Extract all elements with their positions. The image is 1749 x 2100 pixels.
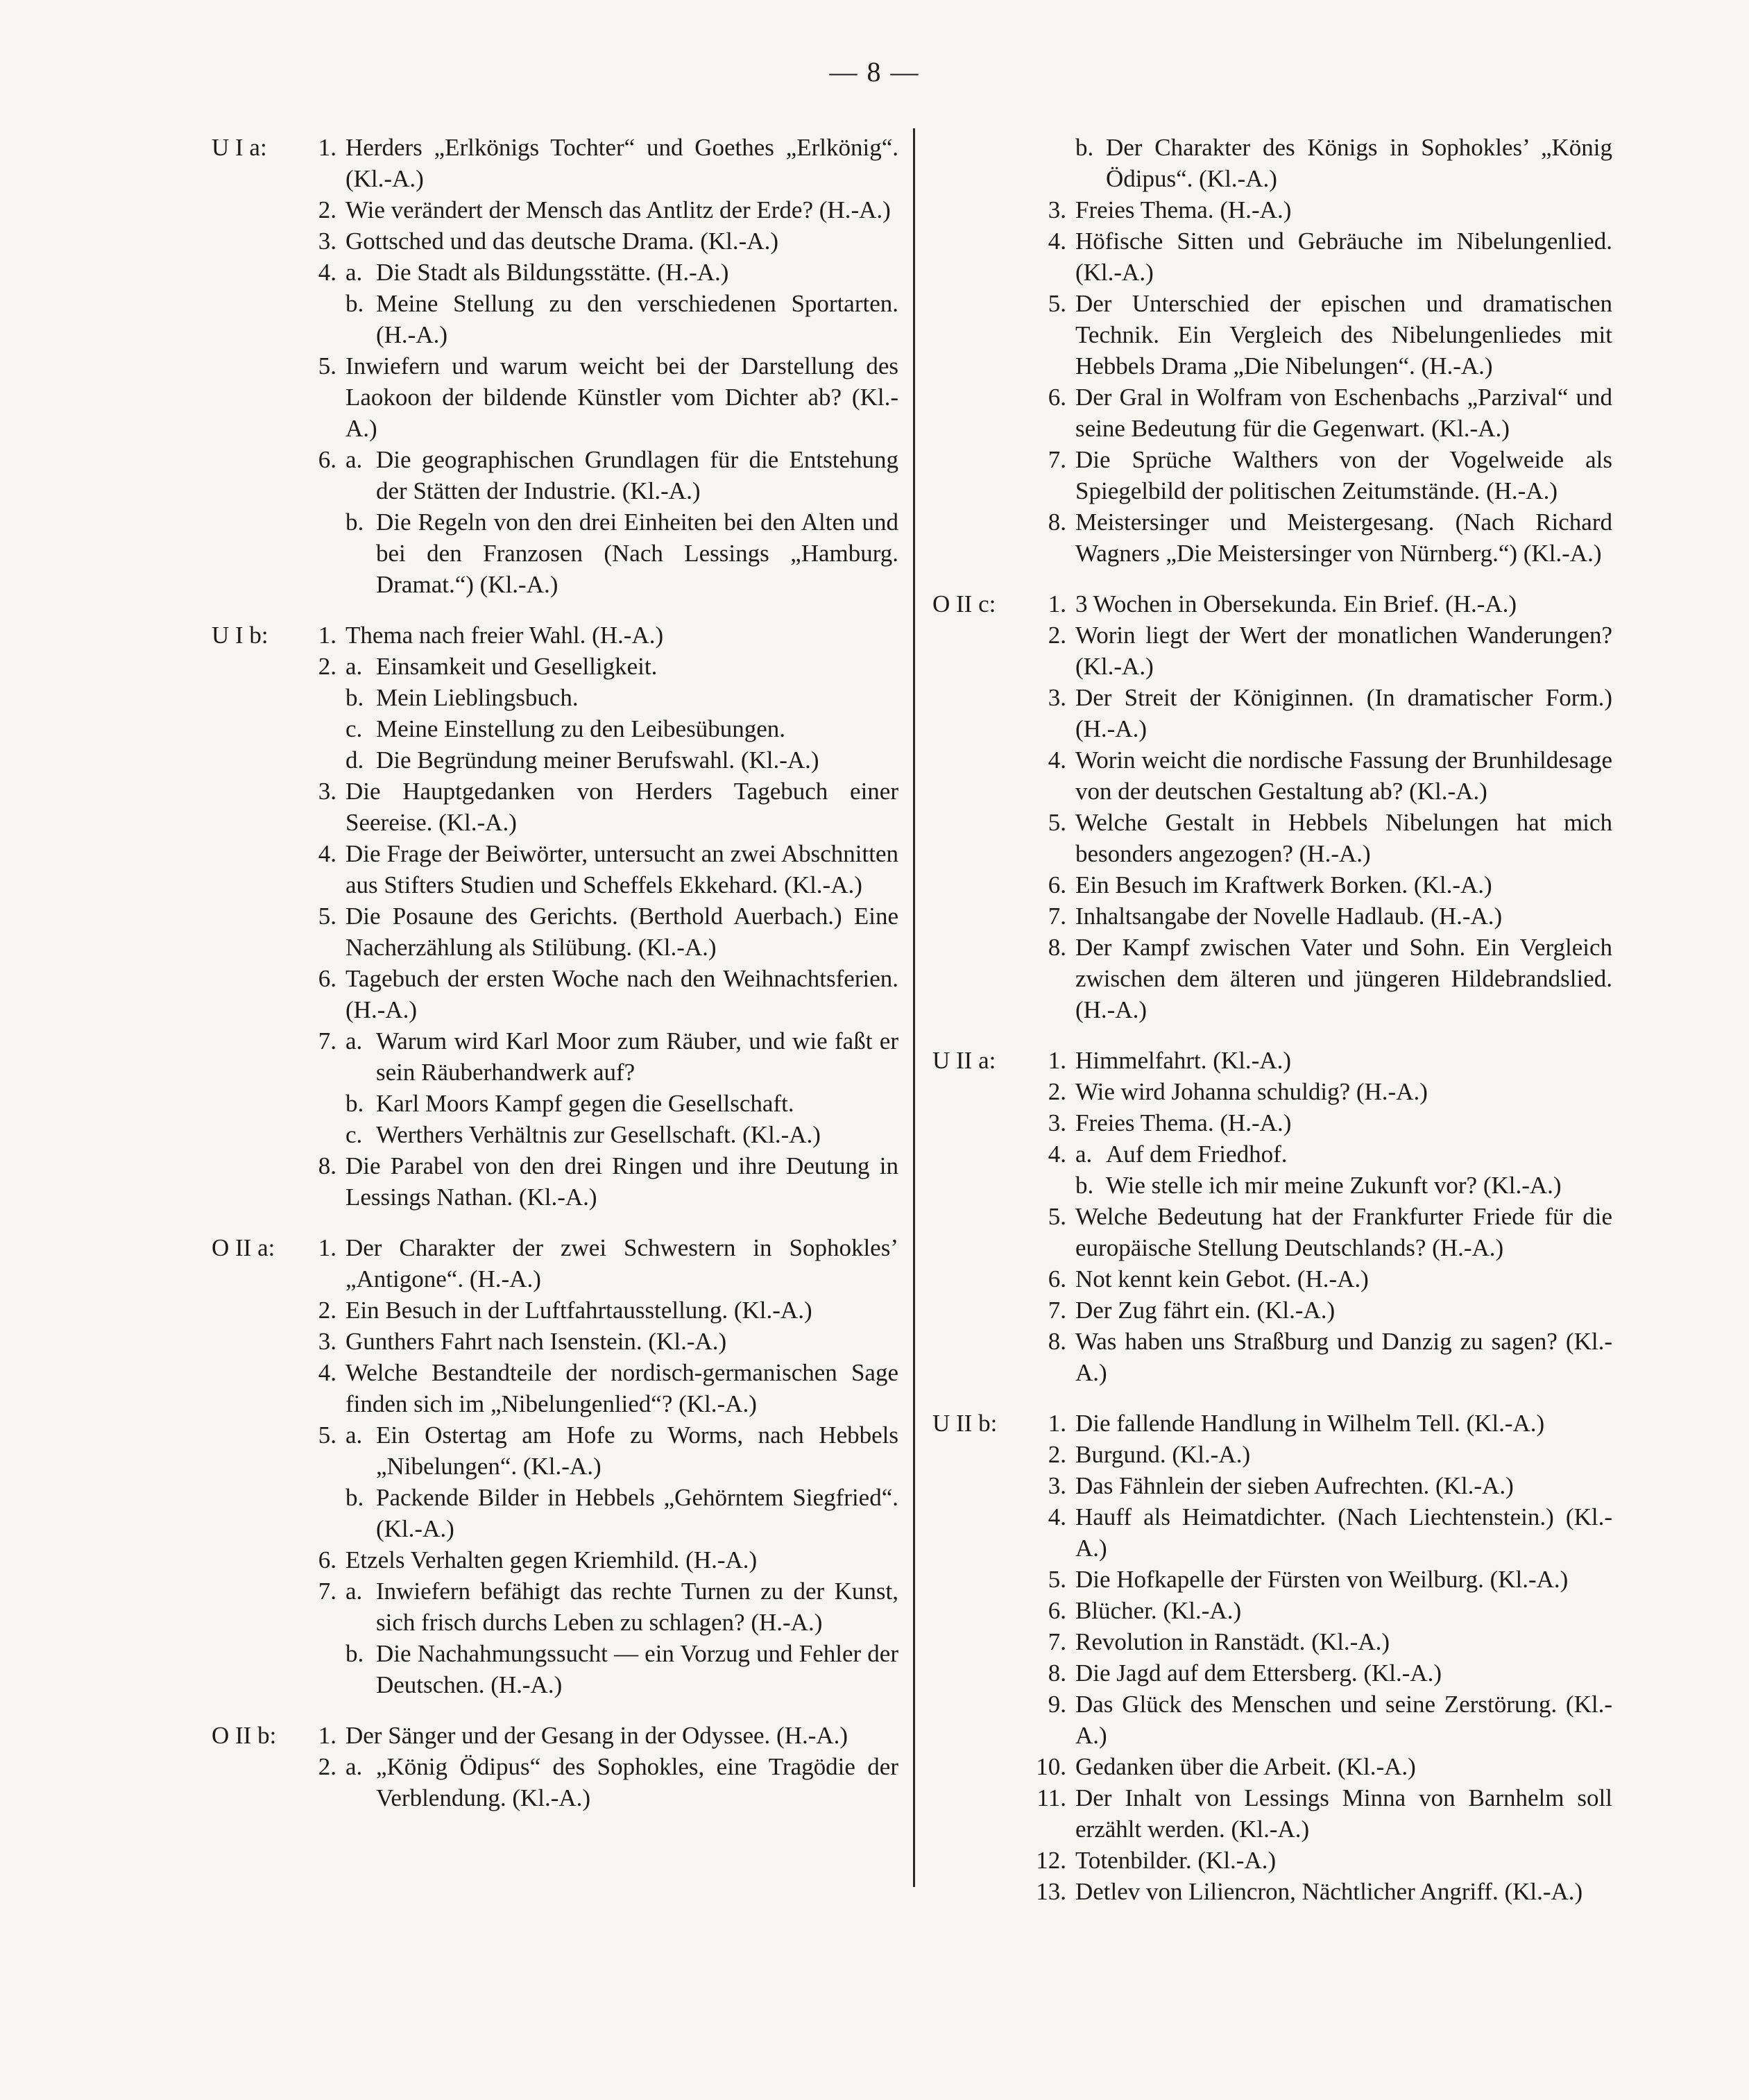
subtopic <box>305 651 898 682</box>
topic-text: Der Kampf zwischen Vater und Sohn. Ein Vergleich zwischen dem älteren und jüngeren Hildebrandslied. (H.-A.) <box>1075 934 1612 1023</box>
topic-item <box>1035 1626 1612 1657</box>
subtopic-text: Packende Bilder in Hebbels „Gehörntem Siegfried“. (Kl.-A.) <box>376 1484 898 1542</box>
topic-number: 8. <box>318 1152 336 1179</box>
topic-text: Ein Besuch in der Luftfahrtausstellung. (Kl.-A.) <box>345 1297 812 1324</box>
topic-number: 8. <box>1048 934 1066 961</box>
subtopic-text: Die geographischen Grundlagen für die Entstehung der Stätten der Industrie. (Kl.-A.) <box>376 446 898 504</box>
topic-item <box>305 1751 898 1813</box>
topic-item <box>1035 1751 1612 1782</box>
subtopic <box>1035 1138 1612 1170</box>
subtopic-label: b. <box>1075 134 1094 161</box>
class-label: U II b: <box>932 1410 998 1437</box>
topic-text: Die fallende Handlung in Wilhelm Tell. (Kl.-A.) <box>1075 1410 1545 1437</box>
topic-number: 5. <box>318 903 336 930</box>
topic-item <box>1035 1076 1612 1107</box>
subtopic <box>305 1419 898 1482</box>
topic-number: 1. <box>318 1722 336 1749</box>
topic-number: 2. <box>318 653 336 680</box>
topic-text: Gottsched und das deutsche Drama. (Kl.-A.) <box>345 228 778 255</box>
topic-text: Die Frage der Beiwörter, untersucht an zwei Abschnitten aus Stifters Studien und Scheffels Ekkehard. (Kl.-A.) <box>345 840 898 898</box>
topic-text: Der Charakter der zwei Schwestern in Sophokles’ „Antigone“. (H.-A.) <box>345 1234 898 1292</box>
topic-text: Gedanken über die Arbeit. (Kl.-A.) <box>1075 1753 1416 1780</box>
topic-text: Wie wird Johanna schuldig? (H.-A.) <box>1075 1078 1428 1105</box>
page-number: — 8 — <box>829 56 920 87</box>
topic-text: Freies Thema. (H.-A.) <box>1075 1109 1292 1136</box>
topic-item <box>305 194 898 225</box>
topic-number: 5. <box>318 1422 336 1449</box>
topic-number: 2. <box>1048 622 1066 649</box>
topic-item <box>305 132 898 194</box>
topic-number: 7. <box>318 1578 336 1605</box>
class-section <box>932 1408 1612 1907</box>
topic-number: 2. <box>318 1753 336 1780</box>
topic-text: Himmelfahrt. (Kl.-A.) <box>1075 1047 1292 1074</box>
subtopic-label: d. <box>345 746 364 774</box>
topic-text: Die Parabel von den drei Ringen und ihre Deutung in Lessings Nathan. (Kl.-A.) <box>345 1152 898 1211</box>
topic-item <box>305 776 898 838</box>
topic-number: 3. <box>1048 196 1066 223</box>
topic-text: Gunthers Fahrt nach Isenstein. (Kl.-A.) <box>345 1328 727 1355</box>
topic-item <box>305 620 898 651</box>
subtopic <box>305 1119 898 1150</box>
topic-number: 10. <box>1036 1753 1066 1780</box>
topic-list <box>932 588 1612 1025</box>
topic-number: 3. <box>1048 1109 1066 1136</box>
topic-text: Welche Gestalt in Hebbels Nibelungen hat mich besonders angezogen? (H.-A.) <box>1075 809 1612 867</box>
topic-number: 1. <box>1048 1047 1066 1074</box>
class-section <box>932 588 1612 1025</box>
topic-item <box>1035 807 1612 869</box>
class-section <box>932 1045 1612 1388</box>
topic-number: 7. <box>1048 1297 1066 1324</box>
topic-number: 6. <box>318 446 336 473</box>
subtopic-label: c. <box>345 715 363 742</box>
topic-item <box>1035 382 1612 444</box>
topic-text: Die Hauptgedanken von Herders Tagebuch einer Seereise. (Kl.-A.) <box>345 778 898 836</box>
subtopic-text: Mein Lieblingsbuch. <box>376 684 579 711</box>
subtopic-label: b. <box>345 509 364 536</box>
topic-number: 8. <box>1048 1659 1066 1687</box>
subtopic-label: c. <box>345 1121 363 1148</box>
subtopic-text: „König Ödipus“ des Sophokles, eine Tragödie der Verblendung. (Kl.-A.) <box>376 1753 898 1811</box>
topic-number: 2. <box>318 1297 336 1324</box>
subtopic <box>305 744 898 776</box>
topic-text: Worin weicht die nordische Fassung der Brunhildesage von der deutschen Gestaltung ab? (Kl.-A.) <box>1075 746 1612 805</box>
class-section <box>212 132 898 600</box>
right-column <box>932 132 1612 1927</box>
subtopic-text: Karl Moors Kampf gegen die Gesellschaft. <box>376 1090 794 1117</box>
topic-text: Totenbilder. (Kl.-A.) <box>1075 1847 1277 1874</box>
subtopic-label: a. <box>345 1422 363 1449</box>
topic-number: 4. <box>318 840 336 867</box>
subtopic-text: Wie stelle ich mir meine Zukunft vor? (Kl.-A.) <box>1106 1172 1562 1199</box>
topic-number: 5. <box>318 352 336 379</box>
topic-text: Inhaltsangabe der Novelle Hadlaub. (H.-A.) <box>1075 903 1503 930</box>
subtopic-text: Der Charakter des Königs in Sophokles’ „König Ödipus“. (Kl.-A.) <box>1106 134 1612 192</box>
topic-item <box>1035 1439 1612 1470</box>
subtopic <box>305 1576 898 1638</box>
class-label: U I a: <box>212 134 267 161</box>
topic-text: Inwiefern und warum weicht bei der Darstellung des Laokoon der bildende Künstler vom Dichter ab? (Kl.-A.) <box>345 352 898 442</box>
subtopic-label: b. <box>1075 1172 1094 1199</box>
subtopic <box>305 1638 898 1700</box>
topic-item <box>1035 225 1612 288</box>
topic-text: Not kennt kein Gebot. (H.-A.) <box>1075 1265 1369 1292</box>
topic-item <box>1035 932 1612 1025</box>
topic-number: 4. <box>1048 228 1066 255</box>
subtopic <box>305 257 898 288</box>
topic-text: Thema nach freier Wahl. (H.-A.) <box>345 622 664 649</box>
subtopic-text: Meine Einstellung zu den Leibesübungen. <box>376 715 785 742</box>
class-section <box>932 132 1612 569</box>
subtopic <box>305 1025 898 1088</box>
topic-item <box>305 1232 898 1295</box>
topic-item <box>1035 900 1612 932</box>
topic-item <box>1035 1138 1612 1201</box>
topic-list <box>932 1408 1612 1907</box>
subtopic-label: b. <box>345 684 364 711</box>
topic-item <box>1035 1782 1612 1845</box>
subtopic <box>305 288 898 350</box>
topic-item <box>1035 682 1612 744</box>
topic-item <box>305 1720 898 1751</box>
topic-text: Der Gral in Wolfram von Eschenbachs „Parzival“ und seine Bedeutung für die Gegenwart. (Kl.-A.) <box>1075 384 1612 442</box>
topic-number: 6. <box>1048 1265 1066 1292</box>
topic-text: Der Unterschied der epischen und dramatischen Technik. Ein Vergleich des Nibelungenliedes mit Hebbels Drama „Die Nibelungen“. (H.-A.) <box>1075 290 1612 379</box>
topic-text: Höfische Sitten und Gebräuche im Nibelungenlied. (Kl.-A.) <box>1075 228 1612 286</box>
topic-text: Der Inhalt von Lessings Minna von Barnhelm soll erzählt werden. (Kl.-A.) <box>1075 1784 1612 1843</box>
topic-text: Meistersinger und Meistergesang. (Nach Richard Wagners „Die Meistersinger von Nürnberg.“) (Kl.-A.) <box>1075 509 1612 567</box>
topic-text: Hauff als Heimatdichter. (Nach Liechtenstein.) (Kl.-A.) <box>1075 1503 1612 1562</box>
topic-number: 4. <box>1048 1503 1066 1530</box>
topic-item <box>1035 1295 1612 1326</box>
topic-item <box>305 651 898 776</box>
topic-item <box>1035 1689 1612 1751</box>
topic-item <box>305 225 898 257</box>
topic-number: 1. <box>318 622 336 649</box>
class-section <box>212 1232 898 1700</box>
topic-number: 6. <box>1048 384 1066 411</box>
topic-text: Blücher. (Kl.-A.) <box>1075 1597 1242 1624</box>
class-section <box>212 620 898 1213</box>
topic-number: 1. <box>318 1234 336 1261</box>
topic-item <box>1035 1657 1612 1689</box>
topic-item <box>1035 1107 1612 1138</box>
topic-item <box>1035 744 1612 807</box>
topic-number: 4. <box>1048 1141 1066 1168</box>
topic-text: Wie verändert der Mensch das Antlitz der Erde? (H.-A.) <box>345 196 891 223</box>
topic-text: Welche Bedeutung hat der Frankfurter Friede für die europäische Stellung Deutschlands? (H.-A.) <box>1075 1203 1612 1261</box>
topic-text: Das Glück des Menschen und seine Zerstörung. (Kl.-A.) <box>1075 1691 1612 1749</box>
topic-item <box>305 838 898 900</box>
topic-number: 5. <box>1048 809 1066 836</box>
topic-text: Die Sprüche Walthers von der Vogelweide als Spiegelbild der politischen Zeitumstände. (H.-A.) <box>1075 446 1612 504</box>
topic-text: Burgund. (Kl.-A.) <box>1075 1441 1251 1468</box>
topic-item <box>1035 1408 1612 1439</box>
subtopic-text: Werthers Verhältnis zur Gesellschaft. (Kl.-A.) <box>376 1121 821 1148</box>
topic-list <box>212 1232 898 1700</box>
topic-item <box>1035 1595 1612 1626</box>
topic-item <box>1035 444 1612 506</box>
topic-number: 2. <box>1048 1078 1066 1105</box>
topic-item <box>305 444 898 600</box>
topic-item <box>1035 620 1612 682</box>
subtopic-text: Einsamkeit und Geselligkeit. <box>376 653 658 680</box>
topic-number: 4. <box>318 1359 336 1386</box>
topic-list <box>212 620 898 1213</box>
topic-item <box>1035 1326 1612 1388</box>
topic-item <box>305 1419 898 1544</box>
class-label: O II b: <box>212 1722 277 1749</box>
topic-number: 9. <box>1048 1691 1066 1718</box>
subtopic <box>1035 1170 1612 1201</box>
subtopic <box>305 713 898 744</box>
topic-item <box>1035 1845 1612 1876</box>
topic-number: 6. <box>318 965 336 992</box>
topic-number: 2. <box>1048 1441 1066 1468</box>
topic-text: 3 Wochen in Obersekunda. Ein Brief. (H.-A.) <box>1075 590 1517 617</box>
topic-number: 5. <box>1048 290 1066 317</box>
topic-text: Der Streit der Königinnen. (In dramatischer Form.) (H.-A.) <box>1075 684 1612 742</box>
class-label: O II a: <box>212 1234 275 1261</box>
topic-number: 6. <box>1048 1597 1066 1624</box>
subtopic <box>305 1482 898 1544</box>
topic-number: 3. <box>1048 684 1066 711</box>
topic-item <box>305 900 898 963</box>
topic-number: 1. <box>1048 1410 1066 1437</box>
topic-list <box>932 1045 1612 1388</box>
subtopic-label: a. <box>1075 1141 1093 1168</box>
topic-text: Der Zug fährt ein. (Kl.-A.) <box>1075 1297 1336 1324</box>
topic-item <box>305 1544 898 1576</box>
topic-item <box>305 1295 898 1326</box>
topic-item <box>1035 869 1612 900</box>
subtopic-label: a. <box>345 259 363 286</box>
class-label: O II c: <box>932 590 996 617</box>
subtopic-label: a. <box>345 1578 363 1605</box>
topic-list <box>932 132 1612 569</box>
subtopic <box>305 682 898 713</box>
class-section <box>212 1720 898 1813</box>
topic-text: Das Fähnlein der sieben Aufrechten. (Kl.-A.) <box>1075 1472 1514 1499</box>
topic-number: 3. <box>318 228 336 255</box>
topic-number: 4. <box>1048 746 1066 774</box>
subtopic <box>305 1751 898 1813</box>
subtopic-text: Warum wird Karl Moor zum Räuber, und wie faßt er sein Räuberhandwerk auf? <box>376 1027 898 1086</box>
column-divider <box>913 128 915 1887</box>
topic-item <box>1035 1501 1612 1564</box>
topic-item <box>1035 1470 1612 1501</box>
topic-text: Welche Bestandteile der nordisch-germanischen Sage finden sich im „Nibelungenlied“? (Kl.-A.) <box>345 1359 898 1417</box>
topic-item <box>1035 1045 1612 1076</box>
subtopic-text: Die Begründung meiner Berufswahl. (Kl.-A.) <box>376 746 819 774</box>
topic-text: Revolution in Ranstädt. (Kl.-A.) <box>1075 1628 1390 1655</box>
topic-number: 7. <box>1048 1628 1066 1655</box>
topic-item <box>305 1326 898 1357</box>
class-label: U I b: <box>212 622 268 649</box>
left-column <box>212 132 898 1833</box>
subtopic-text: Meine Stellung zu den verschiedenen Sportarten. (H.-A.) <box>376 290 898 348</box>
topic-item <box>305 963 898 1025</box>
topic-text: Freies Thema. (H.-A.) <box>1075 196 1292 223</box>
topic-item <box>1035 1263 1612 1295</box>
topic-number: 2. <box>318 196 336 223</box>
topic-number: 6. <box>318 1546 336 1573</box>
topic-text: Etzels Verhalten gegen Kriemhild. (H.-A.) <box>345 1546 758 1573</box>
topic-item <box>1035 194 1612 225</box>
topic-number: 3. <box>318 778 336 805</box>
subtopic-text: Die Stadt als Bildungsstätte. (H.-A.) <box>376 259 729 286</box>
topic-text: Der Sänger und der Gesang in der Odyssee. (H.-A.) <box>345 1722 848 1749</box>
topic-text: Detlev von Liliencron, Nächtlicher Angriff. (Kl.-A.) <box>1075 1878 1583 1905</box>
topic-item <box>1035 506 1612 569</box>
topic-list <box>212 1720 898 1813</box>
subtopic-label: a. <box>345 653 363 680</box>
topic-number: 7. <box>1048 446 1066 473</box>
topic-text: Die Hofkapelle der Fürsten von Weilburg. (Kl.-A.) <box>1075 1566 1569 1593</box>
topic-number: 5. <box>1048 1203 1066 1230</box>
topic-number: 7. <box>1048 903 1066 930</box>
topic-text: Die Jagd auf dem Ettersberg. (Kl.-A.) <box>1075 1659 1442 1687</box>
topic-text: Ein Besuch im Kraftwerk Borken. (Kl.-A.) <box>1075 871 1492 898</box>
topic-item <box>305 1150 898 1213</box>
subtopic-label: b. <box>345 290 364 317</box>
topic-item <box>305 1357 898 1419</box>
subtopic-text: Inwiefern befähigt das rechte Turnen zu der Kunst, sich frisch durchs Leben zu schlagen? (H.-A.) <box>376 1578 898 1636</box>
topic-item <box>1035 588 1612 620</box>
topic-text: Die Posaune des Gerichts. (Berthold Auerbach.) Eine Nacherzählung als Stilübung. (Kl.-A.) <box>345 903 898 961</box>
subtopic <box>1035 132 1612 194</box>
topic-number: 3. <box>1048 1472 1066 1499</box>
topic-number: 8. <box>1048 1328 1066 1355</box>
subtopic-label: a. <box>345 1753 363 1780</box>
class-label: U II a: <box>932 1047 996 1074</box>
topic-number: 4. <box>318 259 336 286</box>
subtopic-label: b. <box>345 1640 364 1667</box>
subtopic-text: Auf dem Friedhof. <box>1106 1141 1288 1168</box>
topic-number: 3. <box>318 1328 336 1355</box>
topic-item <box>1035 288 1612 382</box>
topic-text: Tagebuch der ersten Woche nach den Weihnachtsferien. (H.-A.) <box>345 965 898 1023</box>
topic-number: 13. <box>1036 1878 1066 1905</box>
topic-text: Herders „Erlkönigs Tochter“ und Goethes „Erlkönig“. (Kl.-A.) <box>345 134 898 192</box>
subtopic-label: a. <box>345 446 363 473</box>
topic-number: 11. <box>1036 1784 1066 1811</box>
subtopic-label: a. <box>345 1027 363 1055</box>
topic-item <box>305 1025 898 1150</box>
subtopic <box>305 1088 898 1119</box>
topic-list <box>212 132 898 600</box>
subtopic-label: b. <box>345 1484 364 1511</box>
topic-item <box>305 1576 898 1700</box>
subtopic <box>305 444 898 506</box>
subtopic-text: Die Regeln von den drei Einheiten bei den Alten und bei den Franzosen (Nach Lessings „Hamburg. Dramat.“) (Kl.-A.) <box>376 509 898 598</box>
topic-item <box>305 257 898 350</box>
topic-item <box>1035 132 1612 194</box>
topic-number: 1. <box>318 134 336 161</box>
topic-text: Worin liegt der Wert der monatlichen Wanderungen? (Kl.-A.) <box>1075 622 1612 680</box>
topic-item <box>1035 1201 1612 1263</box>
subtopic <box>305 506 898 600</box>
subtopic-label: b. <box>345 1090 364 1117</box>
subtopic-text: Die Nachahmungssucht — ein Vorzug und Fehler der Deutschen. (H.-A.) <box>376 1640 898 1698</box>
topic-number: 7. <box>318 1027 336 1055</box>
topic-number: 1. <box>1048 590 1066 617</box>
topic-item <box>1035 1876 1612 1907</box>
topic-number: 6. <box>1048 871 1066 898</box>
topic-item <box>305 350 898 444</box>
subtopic-text: Ein Ostertag am Hofe zu Worms, nach Hebbels „Nibelungen“. (Kl.-A.) <box>376 1422 898 1480</box>
topic-number: 12. <box>1036 1847 1066 1874</box>
topic-number: 5. <box>1048 1566 1066 1593</box>
topic-item <box>1035 1564 1612 1595</box>
topic-number: 8. <box>1048 509 1066 536</box>
topic-text: Was haben uns Straßburg und Danzig zu sagen? (Kl.-A.) <box>1075 1328 1612 1386</box>
